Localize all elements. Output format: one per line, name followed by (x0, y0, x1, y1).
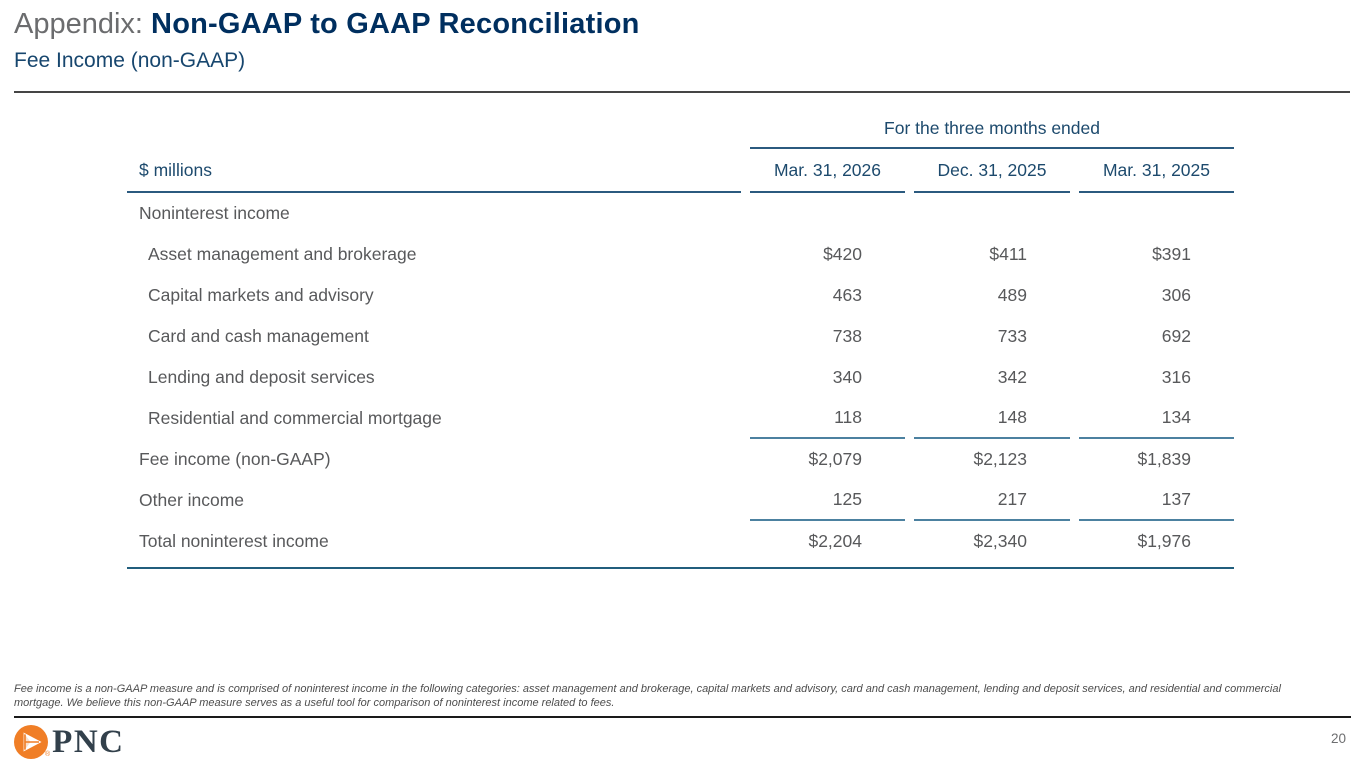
row-value: $391 (1152, 244, 1191, 264)
row-value: $411 (989, 244, 1027, 264)
table-column-header: Mar. 31, 2026 (750, 149, 905, 193)
row-value: 738 (832, 326, 862, 346)
table-corner-spacer (127, 112, 741, 149)
row-label: Capital markets and advisory (148, 285, 374, 305)
row-value: 217 (914, 480, 1070, 521)
row-value: 118 (750, 398, 905, 439)
row-label: Lending and deposit services (148, 367, 375, 387)
row-label: Residential and commercial mortgage (148, 408, 442, 428)
row-label: Fee income (non-GAAP) (139, 449, 331, 469)
table-group-header: For the three months ended (750, 112, 1234, 149)
row-value: 463 (832, 285, 862, 305)
row-value (750, 193, 905, 234)
row-value: 148 (914, 398, 1070, 439)
slide-header (14, 9, 1351, 73)
row-value: 489 (997, 285, 1027, 305)
page-subtitle: Fee Income (non-GAAP) (14, 48, 246, 72)
pnc-emblem-icon (14, 725, 51, 759)
header-divider (14, 91, 1350, 93)
row-label: Card and cash management (148, 326, 369, 346)
row-value: $2,123 (973, 449, 1027, 469)
row-value: 137 (1079, 480, 1234, 521)
table-column-header: Mar. 31, 2025 (1079, 149, 1234, 193)
row-value: 125 (750, 480, 905, 521)
row-label: Other income (139, 490, 245, 510)
row-value: 134 (1079, 398, 1234, 439)
row-value: $2,340 (973, 531, 1027, 551)
pnc-wordmark: PNC (52, 723, 125, 760)
pnc-logo (14, 725, 125, 759)
reconciliation-table (127, 112, 1234, 569)
row-value (1079, 193, 1234, 234)
footnote: Fee income is a non-GAAP measure and is comprised of noninterest income in the following categories: asset management and brokerage, capital markets and advisory, card and cash management, lending and deposit services, and residential and commercial mortgage. We believe this non-GAAP measure serves as a useful tool for comparison of noninterest income related to fees. (14, 683, 1281, 710)
row-value: 733 (997, 326, 1027, 346)
row-value: 692 (1161, 326, 1191, 346)
row-label: Total noninterest income (139, 531, 329, 551)
row-value: $2,079 (808, 449, 862, 469)
table-column-header: Dec. 31, 2025 (914, 149, 1070, 193)
page-title-main: Non-GAAP to GAAP Reconciliation (151, 8, 640, 40)
footer-divider (14, 716, 1351, 718)
registered-mark: ® (45, 751, 51, 758)
row-value: $2,204 (808, 531, 862, 551)
row-value: 340 (832, 367, 862, 387)
page-number: 20 (1330, 731, 1346, 746)
row-label: Asset management and brokerage (148, 244, 417, 264)
page-title-prefix: Appendix: (14, 8, 152, 40)
table-bottom-rule (127, 567, 1234, 569)
row-value: $1,976 (1137, 531, 1191, 551)
row-value: $1,839 (1137, 449, 1191, 469)
row-value: 316 (1161, 367, 1191, 387)
row-value (914, 193, 1070, 234)
row-value: 306 (1161, 285, 1191, 305)
table-units-header: $ millions (127, 149, 741, 193)
row-value: 342 (997, 367, 1027, 387)
row-label: Noninterest income (139, 203, 290, 223)
row-value: $420 (823, 244, 862, 264)
page-title (14, 9, 1351, 41)
